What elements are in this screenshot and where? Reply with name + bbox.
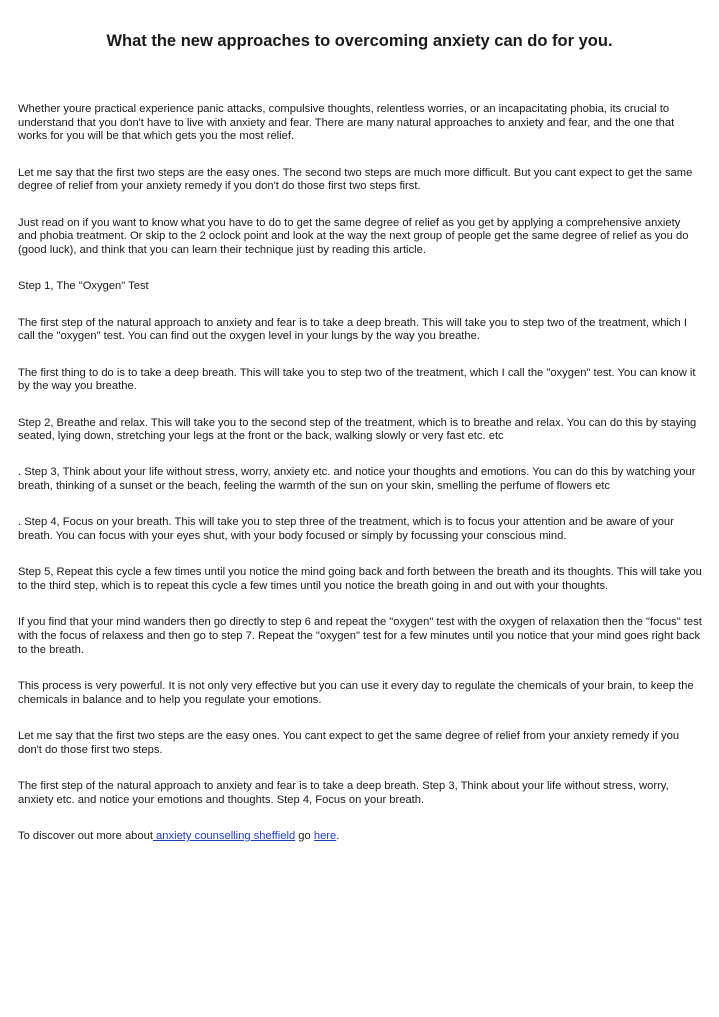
paragraph-14: The first step of the natural approach to anxiety and fear is to take a deep breath. Step 3, Think about your life without stress, worry, anxiety etc. and notice your emotions and thoughts. Step 4, Focus on your breath. [18, 779, 669, 806]
step-1-heading: Step 1, The "Oxygen" Test [18, 280, 149, 293]
paragraph-13: Let me say that the first two steps are the easy ones. You cant expect to get the same degree of relief from your anxiety remedy if you don't do those first two steps. [18, 730, 680, 756]
article-body [18, 103, 702, 866]
paragraph-1: Whether youre practical experience panic attacks, compulsive thoughts, relentless worries, or an incapacitating phobia, its crucial to understand that you don't have to live with anxiety and fear. There are many natural approaches to anxiety and fear, and the one that works for you will be that which gets you the most relief. [18, 103, 675, 143]
closing-suffix: . [336, 829, 340, 842]
page-title: What the new approaches to overcoming anxiety can do for you. [106, 32, 613, 50]
paragraph-step-4: . Step 4, Focus on your breath. This will take you to step three of the treatment, which is to focus your attention and be aware of your breath. You can focus with your eyes shut, with your body focused or simply by focussing your conscious mind. [18, 516, 674, 543]
anxiety-counselling-link[interactable]: anxiety counselling sheffield [152, 829, 296, 842]
closing-paragraph [18, 830, 702, 844]
paragraph-12: This process is very powerful. It is not only very effective but you can use it every day to regulate the chemicals of your brain, to keep the chemicals in balance and to help you regulate your emotions. [18, 680, 694, 706]
here-link[interactable]: here [313, 829, 337, 842]
paragraph-step-3: . Step 3, Think about your life without stress, worry, anxiety etc. and notice your thoughts and emotions. You can do this by watching your breath, thinking of a sunset or the beach, feeling the warmth of the sun on your skin, smelling the perfume of flowers etc [18, 466, 696, 493]
paragraph-step-5: Step 5, Repeat this cycle a few times until you notice the mind going back and forth between the breath and its thoughts. This will take you to the third step, which is to repeat this cycle a few times until you notice the breath going in and out with your thoughts. [18, 566, 702, 593]
paragraph-2: Let me say that the first two steps are the easy ones. The second two steps are much more difficult. But you cant expect to get the same degree of relief from your anxiety remedy if you don't do those first two steps first. [18, 166, 693, 193]
closing-prefix: To discover out more about [18, 829, 153, 842]
paragraph-11: If you find that your mind wanders then go directly to step 6 and repeat the "oxygen" test with the oxygen of relaxation then the "focus" test with the focus of relaxess and then go to step 7. Repeat the "oxygen" test for a few minutes until you notice that your mind goes right back to the breath. [18, 616, 702, 656]
paragraph-6: The first thing to do is to take a deep breath. This will take you to step two of the treatment, which I call the "oxygen" test. You can know it by the way you breathe. [18, 366, 696, 393]
paragraph-3: Just read on if you want to know what you have to do to get the same degree of relief as you get by applying a comprehensive anxiety and phobia treatment. Or skip to the 2 oclock point and look at the way the next group of people get the same degree of relief as you do (good luck), and think that you can learn their technique just by reading this article. [18, 216, 689, 256]
paragraph-step-2: Step 2, Breathe and relax. This will take you to the second step of the treatment, which is to breathe and relax. You can do this by staying seated, lying down, stretching your legs at the front or the back, walking slowly or very fast etc. etc [18, 416, 697, 443]
paragraph-5: The first step of the natural approach to anxiety and fear is to take a deep breath. This will take you to step two of the treatment, which I call the "oxygen" test. You can find out the oxygen level in your lungs by the way you breathe. [18, 316, 687, 343]
closing-middle: go [295, 829, 314, 842]
